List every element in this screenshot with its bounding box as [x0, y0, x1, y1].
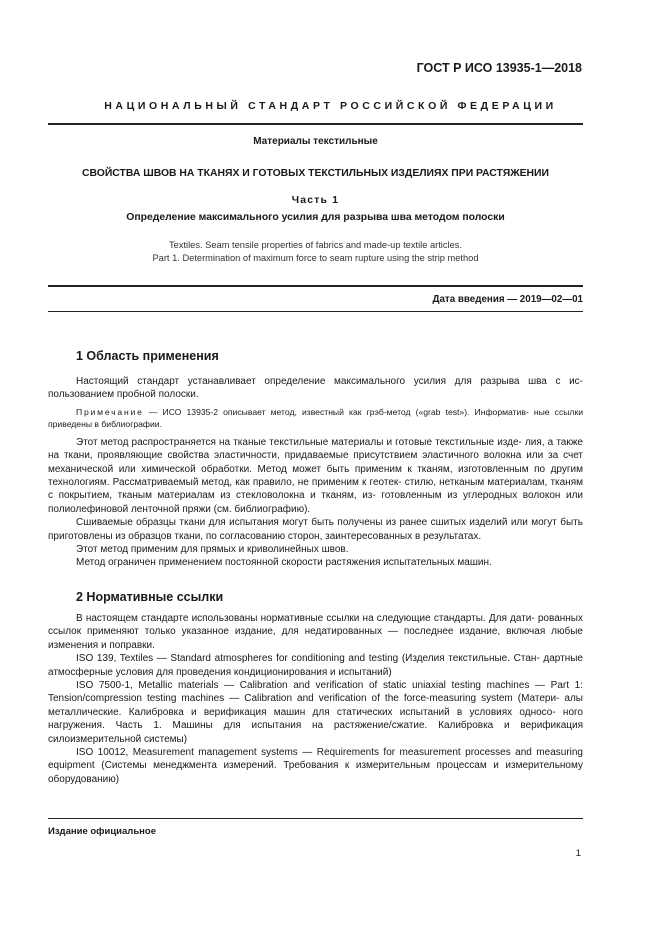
section-1-paragraph-4: Этот метод применим для прямых и криволинейных швов.	[76, 544, 349, 556]
section-1-note	[48, 406, 583, 430]
document-category: Материалы текстильные	[253, 136, 378, 147]
footer-divider	[48, 818, 583, 819]
section-1-paragraph-1: Настоящий стандарт устанавливает определение максимального усилия для разрыва шва с ис- пользованием пробной полоски.	[48, 376, 583, 401]
section-1-paragraph-3: Сшиваемые образцы ткани для испытания могут быть получены из ранее сшитых изделий или могут быть приготовлены из образцов ткани, по согласованию сторон, заинтересованных в результатах.	[48, 517, 583, 542]
section-1-body	[48, 375, 583, 570]
section-2-paragraph-1: В настоящем стандарте использованы нормативные ссылки на следующие стандарты. Для дати- рованных ссылок применяют только указанное издание, для недатированных — последнее издание, включая любые изменения и поправки.	[48, 613, 583, 651]
english-title-line-2: Part 1. Determination of maximum force to seam rupture using the strip method	[152, 252, 479, 263]
document-subtitle: Определение максимального усилия для разрыва шва методом полоски	[126, 212, 505, 223]
section-1-heading: 1 Область применения	[76, 349, 219, 363]
page-number: 1	[575, 848, 581, 859]
title-divider	[48, 285, 583, 287]
english-title	[48, 239, 583, 264]
section-2-heading: 2 Нормативные ссылки	[76, 590, 224, 604]
official-edition: Издание официальное	[48, 826, 156, 837]
section-1-paragraph-5: Метод ограничен применением постоянной скорости растяжения испытательных машин.	[76, 557, 492, 569]
section-2-paragraph-2: ISO 139, Textiles — Standard atmospheres for conditioning and testing (Изделия текстильные. Стан- дартные атмосферные условия для проведения кондиционирования и испытаний)	[48, 653, 583, 678]
note-label: Примечание	[76, 406, 144, 417]
document-title: СВОЙСТВА ШВОВ НА ТКАНЯХ И ГОТОВЫХ ТЕКСТИЛЬНЫХ ИЗДЕЛИЯХ ПРИ РАСТЯЖЕНИИ	[81, 168, 549, 179]
document-part: Часть 1	[291, 195, 340, 206]
english-title-line-1: Textiles. Seam tensile properties of fabrics and made-up textile articles.	[169, 240, 462, 250]
date-divider	[48, 311, 583, 312]
section-2-body	[48, 612, 583, 786]
national-standard-heading: НАЦИОНАЛЬНЫЙ СТАНДАРТ РОССИЙСКОЙ ФЕДЕРАЦИИ	[104, 100, 557, 112]
section-2-paragraph-4: ISO 10012, Measurement management systems — Requirements for measurement processes and measuring equipment (Системы менеджмента измерений. Требования к измерительным процессам и измерительному оборудованию)	[48, 747, 583, 785]
standard-code: ГОСТ Р ИСО 13935-1—2018	[416, 61, 582, 75]
section-1-paragraph-2: Этот метод распространяется на тканые текстильные материалы и готовые текстильные изде- лия, а также на ткани, проявляющие свойства эластичности, придаваемые присутствием эластичного волокна или за счет механической или химической обработки. Метод может быть применим к тканям, изготовленным по другим технологиям. Рассматриваемый метод, как правило, не применим к геотек- стилю, нетканым материалам, тканям с покрытием, тканым материалам из стекловолокна и тканям, из- готовленным из углеродных волокон или полиолефиновой ленточной пряжи (см. библиографию).	[48, 436, 583, 515]
header-divider	[48, 123, 583, 125]
section-2-paragraph-3: ISO 7500-1, Metallic materials — Calibration and verification of static uniaxial testing machines — Part 1: Tension/compression testing machines — Calibration and verification of the force-measuring system (Матери- алы металлические. Калибровка и верификация машин для статических испытаний в условиях односо- ного нагружения. Часть 1. Машины для испытания на растяжение/сжатие. Калибровка и верификация силоизмерительной системы)	[48, 680, 583, 745]
introduction-date: Дата введения — 2019—02—01	[432, 294, 583, 305]
note-text: — ИСО 13935-2 описывает метод, известный как грэб-метод («grab test»). Информатив- ные ссылки приведены в библиографии.	[48, 406, 583, 429]
